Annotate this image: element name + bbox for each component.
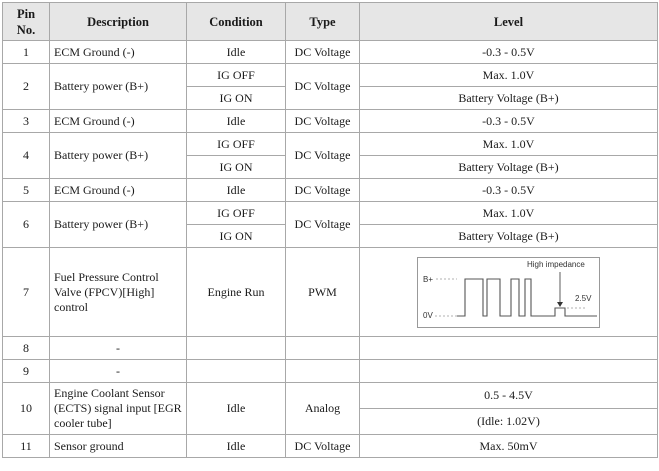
pin-condition: Idle	[187, 110, 286, 133]
pin-description: Sensor ground	[50, 435, 187, 458]
pin-condition	[187, 360, 286, 383]
header-level: Level	[360, 3, 658, 41]
pin-description: -	[50, 337, 187, 360]
header-description: Description	[50, 3, 187, 41]
pin-type: DC Voltage	[286, 41, 360, 64]
pin-type: Analog	[286, 383, 360, 435]
pin-level: Battery Voltage (B+)	[360, 225, 658, 248]
pin-type	[286, 337, 360, 360]
pin-description: ECM Ground (-)	[50, 179, 187, 202]
pin-description: ECM Ground (-)	[50, 41, 187, 64]
pin-condition: IG ON	[187, 87, 286, 110]
pin-level: -0.3 - 0.5V	[360, 41, 658, 64]
pin-condition	[187, 337, 286, 360]
pin-type: DC Voltage	[286, 110, 360, 133]
pin-number: 4	[3, 133, 50, 179]
table-row	[3, 360, 658, 383]
pin-number: 8	[3, 337, 50, 360]
pin-level: Max. 50mV	[360, 435, 658, 458]
pin-level: Battery Voltage (B+)	[360, 156, 658, 179]
pin-number: 5	[3, 179, 50, 202]
pin-condition: Idle	[187, 41, 286, 64]
pin-description: Battery power (B+)	[50, 202, 187, 248]
pwm-waveform-diagram	[417, 257, 600, 328]
table-row	[3, 202, 658, 225]
pin-type: DC Voltage	[286, 64, 360, 110]
pin-description: Engine Coolant Sensor (ECTS) signal input [EGR cooler tube]	[50, 383, 187, 435]
pin-description: ECM Ground (-)	[50, 110, 187, 133]
pin-level: 0.5 - 4.5V	[360, 383, 658, 409]
waveform-label-2-5v: 2.5V	[575, 293, 592, 303]
pin-level: (Idle: 1.02V)	[360, 409, 658, 435]
pin-condition: IG OFF	[187, 64, 286, 87]
pin-description: -	[50, 360, 187, 383]
pin-type: DC Voltage	[286, 133, 360, 179]
pin-level-waveform	[360, 248, 658, 337]
pin-number: 6	[3, 202, 50, 248]
pin-type	[286, 360, 360, 383]
pin-level: Max. 1.0V	[360, 133, 658, 156]
pin-number: 1	[3, 41, 50, 64]
pin-level: -0.3 - 0.5V	[360, 110, 658, 133]
table-row	[3, 64, 658, 87]
pin-condition: Engine Run	[187, 248, 286, 337]
table-row	[3, 133, 658, 156]
pin-level	[360, 360, 658, 383]
pin-level: Max. 1.0V	[360, 64, 658, 87]
header-type: Type	[286, 3, 360, 41]
pin-number: 7	[3, 248, 50, 337]
pin-type: DC Voltage	[286, 179, 360, 202]
waveform-label-0v: 0V	[423, 310, 433, 320]
table-row	[3, 383, 658, 409]
pin-level: -0.3 - 0.5V	[360, 179, 658, 202]
pin-level	[360, 337, 658, 360]
header-row	[3, 3, 658, 41]
table-row	[3, 110, 658, 133]
table-row	[3, 248, 658, 337]
pin-description: Fuel Pressure Control Valve (FPCV)[High] control	[50, 248, 187, 337]
pin-type: DC Voltage	[286, 202, 360, 248]
pin-level: Max. 1.0V	[360, 202, 658, 225]
pin-number: 3	[3, 110, 50, 133]
pin-type: PWM	[286, 248, 360, 337]
pin-condition: IG OFF	[187, 133, 286, 156]
waveform-label-bplus: B+	[423, 274, 434, 284]
pin-level: Battery Voltage (B+)	[360, 87, 658, 110]
pin-condition: IG ON	[187, 225, 286, 248]
pin-condition: IG ON	[187, 156, 286, 179]
table-row	[3, 179, 658, 202]
pin-number: 10	[3, 383, 50, 435]
pin-number: 2	[3, 64, 50, 110]
pin-condition: IG OFF	[187, 202, 286, 225]
pin-description: Battery power (B+)	[50, 64, 187, 110]
pin-condition: Idle	[187, 383, 286, 435]
pin-condition: Idle	[187, 179, 286, 202]
pin-condition: Idle	[187, 435, 286, 458]
table-row	[3, 41, 658, 64]
table-row	[3, 435, 658, 458]
header-pin: Pin No.	[3, 3, 50, 41]
pin-number: 11	[3, 435, 50, 458]
header-condition: Condition	[187, 3, 286, 41]
pin-number: 9	[3, 360, 50, 383]
pin-description: Battery power (B+)	[50, 133, 187, 179]
waveform-label-high-impedance: High impedance	[527, 259, 585, 269]
pin-table	[2, 2, 658, 458]
table-row	[3, 337, 658, 360]
pin-type: DC Voltage	[286, 435, 360, 458]
